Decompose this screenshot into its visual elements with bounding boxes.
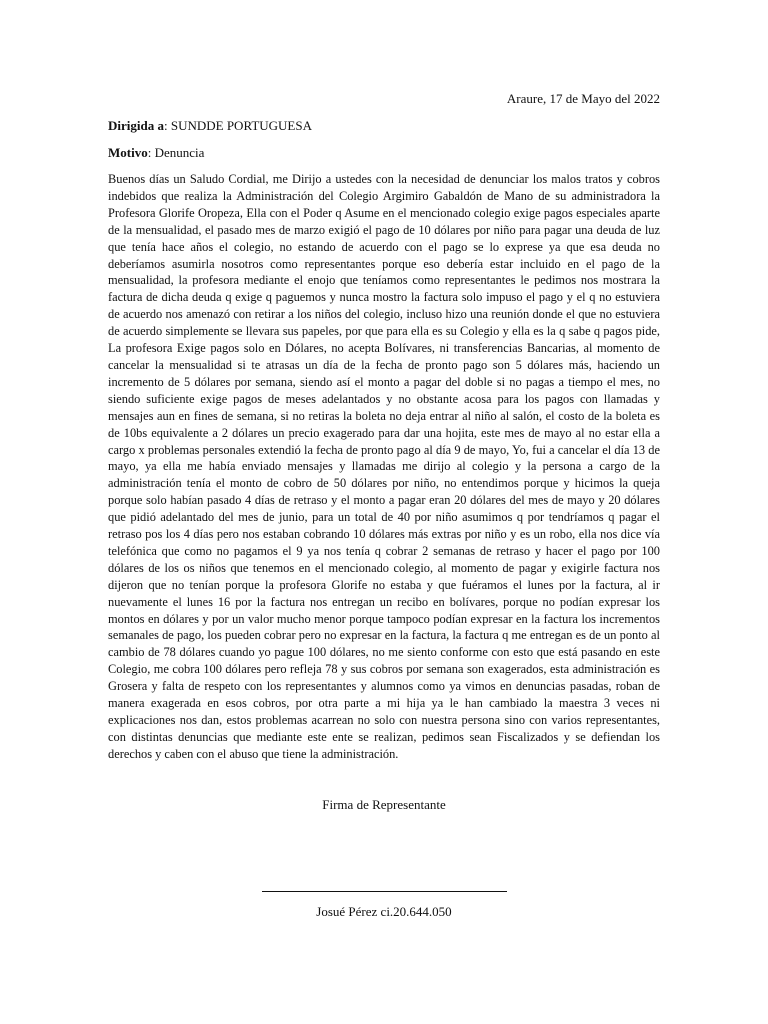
letter-body: Buenos días un Saludo Cordial, me Dirijo a ustedes con la necesidad de denunciar los malos tratos y cobros indebidos que realiza la Administración del Colegio Argimiro Gabaldón de Mano de su administradora la Profesora Glorife Oropeza, Ella con el Poder q Asume en el mencionado colegio exige pagos especiales aparte de la mensualidad, el pasado mes de marzo exigió el pago de 10 dólares por niño para pagar una deuda de luz que tenía hace años el colegio, no estando de acuerdo con el pago se lo exprese ya que esa deuda no deberíamos asumirla nosotros como representantes porque eso debería estar incluido en el pago de la mensualidad, la profesora mediante el enojo que teníamos como representantes le pedimos nos mostrara la factura de dicha deuda q exige q paguemos y nunca mostro la factura solo impuso el pago y el q no estuviera de acuerdo nos amenazó con retirar a los niños del colegio, incluso hizo una reunión donde el que no estuviera de acuerdo simplemente se llevara sus papeles, por que para ella es su Colegio y ella es la q sabe q pagos pide, La profesora Exige pagos solo en Dólares, no acepta Bolívares, ni transferencias Bancarias, al momento de cancelar la mensualidad si te atrasas un día de la fecha de pronto pago son 5 dólares más, haciendo un incremento de 5 dólares por semana, siendo así el monto a pagar del doble si no pagas a tiempo el mes, no siendo suficiente exige pagos de meses adelantados y no obstante acosa para los pagos con llamadas y mensajes aun en fines de semana, si no retiras la boleta no deja entrar al niño al salón, el costo de la boleta es de 10bs equivalente a 2 dólares un precio exagerado para dar una hojita, este mes de mayo al no estar ella a cargo x problemas personales extendió la fecha de pronto pago al día 9 de mayo, Yo, fui a cancelar el día 13 de mayo, ya ella me había enviado mensajes y llamadas me dirijo al colegio y la persona a cargo de la administración tenía el monto de cobro de 50 dólares por niño, no entendimos porque y hicimos la queja porque solo habían pasado 4 días de retraso y el monto a pagar eran 20 dólares del mes de mayo y 20 dólares que pidió adelantado del mes de junio, para un total de 40 por niño asumimos q por tendríamos q pagar el retraso pos los 4 días pero nos estaban cobrando 10 dólares más extras por niño y es un robo, ella nos dice vía telefónica que como no pagamos el 9 ya nos tenía q cobrar 2 semanas de retraso y hacer el pago por 100 dólares de los os niños que tenemos en el mencionado colegio, al momento de pagar y exigirle factura nos dijeron que no tenían porque la profesora Glorife no estaba y que fuéramos el lunes por la factura, al ir nuevamente el lunes 16 por la factura nos entregan un recibo en bolívares, porque no podían expresar los montos en dólares y por un valor mucho menor porque tampoco podían expresar en la factura los incrementos semanales de pago, los pueden cobrar pero no expresar en la factura, la factura q me entregan es de un ponto al cambio de 78 dólares cuando yo pague 100 dólares, no me siento conforme con esto que está pasando en este Colegio, me cobra 100 dólares pero refleja 78 y sus cobros por semana son exagerados, esta administración es Grosera y falta de respeto con los representantes y alumnos como ya vimos en denuncias pasadas, roban de manera exagerada en esos cobros, por otra parte a mi hija ya le han cambiado la maestra 3 veces ni explicaciones nos dan, estos problemas acarrean no solo con nuestra persona sino con varios representantes, con distintas denuncias que mediante este ente se realizan, pedimos sean Fiscalizados y se defiendan los derechos y caben con el abuso que tiene la administración. bbox=[108, 172, 660, 761]
signature-line bbox=[262, 891, 507, 892]
addressee-line bbox=[108, 118, 312, 134]
signature-label: Firma de Representante bbox=[322, 797, 446, 812]
subject-value: : Denuncia bbox=[147, 145, 205, 160]
subject-line bbox=[108, 145, 204, 161]
letter-date: Araure, 17 de Mayo del 2022 bbox=[506, 91, 660, 106]
signer-name: Josué Pérez ci.20.644.050 bbox=[316, 904, 452, 919]
addressee-label: Dirigida a bbox=[108, 118, 164, 133]
subject-label: Motivo bbox=[108, 145, 148, 160]
addressee-value: : SUNDDE PORTUGUESA bbox=[163, 118, 312, 133]
